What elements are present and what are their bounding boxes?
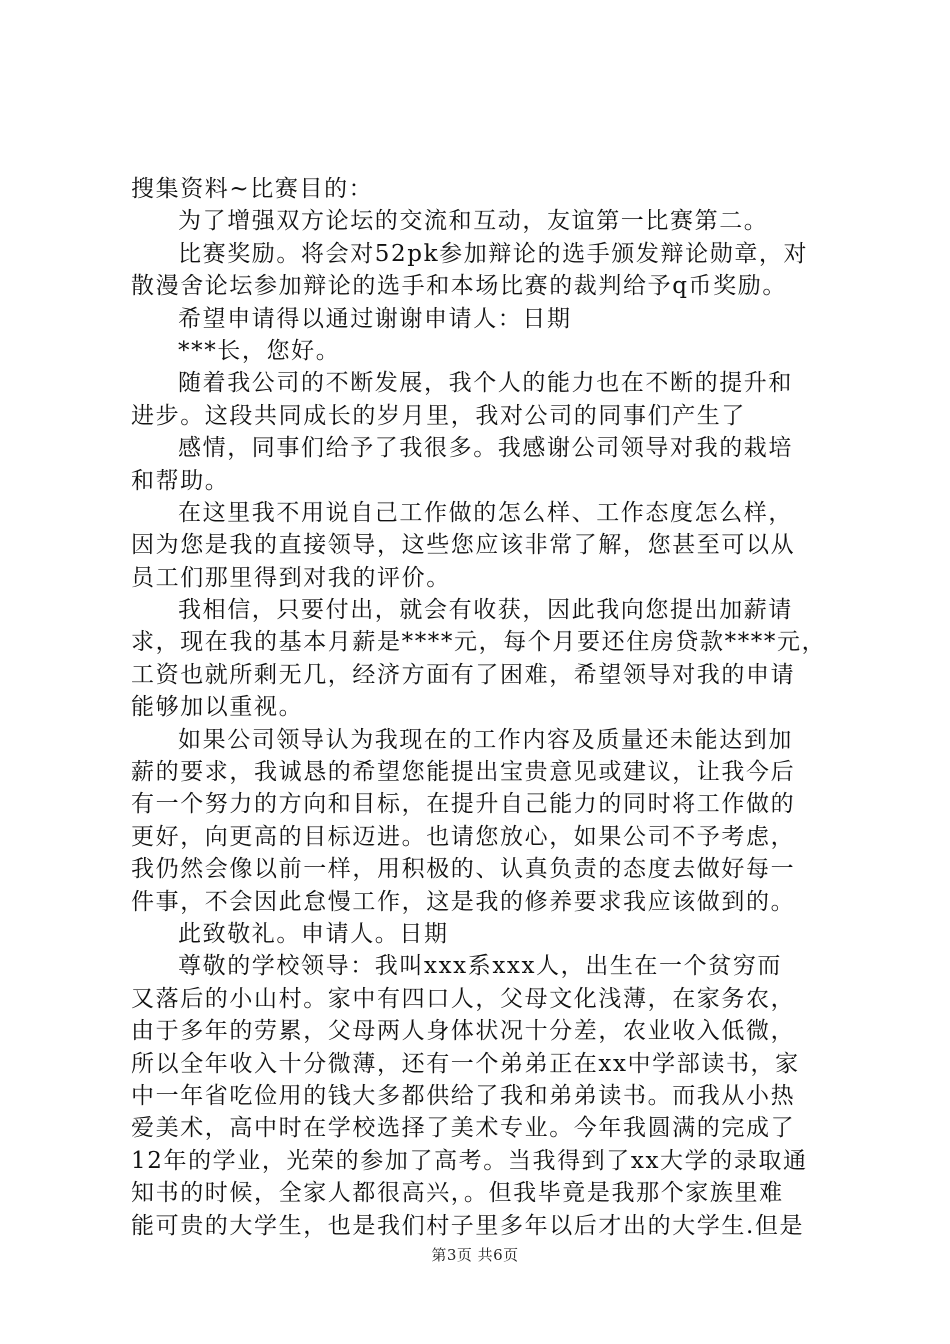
text-line: 又落后的小山村。家中有四口人，父母文化浅薄，在家务农， xyxy=(131,985,796,1012)
text-line: 求，现在我的基本月薪是****元，每个月要还住房贷款****元， xyxy=(131,629,827,656)
page-footer: 第3页 共6页 xyxy=(431,1246,519,1264)
text-line: 尊敬的学校领导：我叫xxx系xxx人，出生在一个贫穷而 xyxy=(178,953,783,980)
text-line: 由于多年的劳累，父母两人身体状况十分差，农业收入低微， xyxy=(131,1018,796,1045)
text-line: 薪的要求，我诚恳的希望您能提出宝贵意见或建议，让我今后 xyxy=(131,759,796,786)
text-line: 如果公司领导认为我现在的工作内容及质量还未能达到加 xyxy=(178,726,793,753)
text-line: 进步。这段共同成长的岁月里，我对公司的同事们产生了 xyxy=(131,402,746,429)
text-line: 爱美术，高中时在学校选择了美术专业。今年我圆满的完成了 xyxy=(131,1115,796,1142)
text-line: 在这里我不用说自己工作做的怎么样、工作态度怎么样， xyxy=(178,499,793,526)
text-line: 因为您是我的直接领导，这些您应该非常了解，您甚至可以从 xyxy=(131,532,796,559)
text-line: 我仍然会像以前一样，用积极的、认真负责的态度去做好每一 xyxy=(131,856,796,883)
text-line: 能可贵的大学生，也是我们村子里多年以后才出的大学生.但是 xyxy=(131,1212,805,1239)
text-line: 感情，同事们给予了我很多。我感谢公司领导对我的栽培 xyxy=(178,435,793,462)
text-line: 知书的时候，全家人都很高兴，。但我毕竟是我那个家族里难 xyxy=(131,1180,784,1207)
text-line: 有一个努力的方向和目标，在提升自己能力的同时将工作做的 xyxy=(131,791,796,818)
text-line: 为了增强双方论坛的交流和互动，友谊第一比赛第二。 xyxy=(178,208,769,235)
text-line: 所以全年收入十分微薄，还有一个弟弟正在xx中学部读书，家 xyxy=(131,1050,800,1077)
text-line: 更好，向更高的目标迈进。也请您放心，如果公司不予考虑， xyxy=(131,823,796,850)
text-line: 希望申请得以通过谢谢申请人：日期 xyxy=(178,305,572,332)
text-line: 和帮助。 xyxy=(131,467,230,494)
text-line: 工资也就所剩无几，经济方面有了困难，希望领导对我的申请 xyxy=(131,661,796,688)
text-line: 此致敬礼。申请人。日期 xyxy=(178,920,449,947)
text-line: 能够加以重视。 xyxy=(131,694,304,721)
text-line: 我相信，只要付出，就会有收获，因此我向您提出加薪请 xyxy=(178,597,793,624)
text-line: 件事，不会因此怠慢工作，这是我的修养要求我应该做到的。 xyxy=(131,888,796,915)
text-line: 比赛奖励。将会对52pk参加辩论的选手颁发辩论勋章，对 xyxy=(178,240,809,267)
text-line: 随着我公司的不断发展，我个人的能力也在不断的提升和 xyxy=(178,370,793,397)
text-line: 散漫舍论坛参加辩论的选手和本场比赛的裁判给予q币奖励。 xyxy=(131,273,787,300)
text-line: 搜集资料~比赛目的： xyxy=(131,176,374,202)
text-line: ***长，您好。 xyxy=(178,337,341,364)
text-line: 12年的学业，光荣的参加了高考。当我得到了xx大学的录取通 xyxy=(131,1147,808,1174)
text-line: 中一年省吃俭用的钱大多都供给了我和弟弟读书。而我从小热 xyxy=(131,1082,796,1109)
document-body xyxy=(131,173,831,1242)
text-line: 员工们那里得到对我的评价。 xyxy=(131,564,451,591)
